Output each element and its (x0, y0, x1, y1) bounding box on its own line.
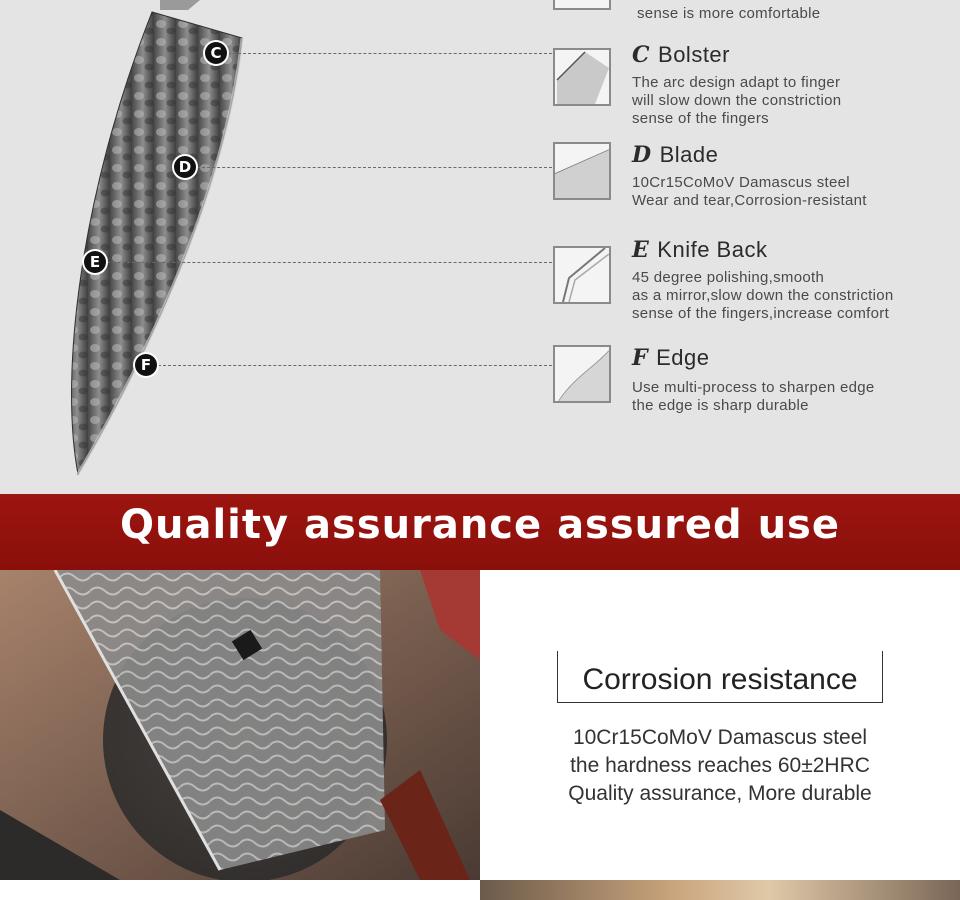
callout-line-e (107, 262, 552, 263)
corrosion-panel (480, 570, 960, 880)
next-photo-partial (480, 880, 960, 900)
feature-desc: 45 degree polishing,smooth (632, 269, 825, 286)
feature-letter: E (632, 237, 650, 263)
quality-banner (0, 494, 960, 570)
marker-e: E (84, 251, 106, 273)
feature-knife-back (632, 237, 952, 323)
callout-line-f (158, 365, 552, 366)
feature-letter: F (632, 345, 649, 371)
corrosion-line: the hardness reaches 60±2HRC (570, 754, 870, 777)
top-thumbnail-partial (553, 0, 611, 10)
bolster-thumbnail (553, 48, 611, 106)
knife-photo-illustration (0, 570, 480, 880)
feature-title: Edge (656, 345, 710, 370)
corrosion-description (480, 724, 960, 808)
edge-thumbnail (553, 345, 611, 403)
feature-desc: Wear and tear,Corrosion-resistant (632, 192, 867, 209)
callout-line-d (197, 167, 552, 168)
blade-thumbnail (553, 142, 611, 200)
feature-letter: C (632, 42, 651, 68)
feature-desc: sense of the fingers,increase comfort (632, 305, 890, 322)
knife-blade-illustration (0, 0, 560, 494)
feature-desc: will slow down the constriction (632, 92, 842, 109)
corrosion-line: 10Cr15CoMoV Damascus steel (572, 726, 868, 749)
feature-title: Blade (659, 142, 719, 167)
knife-back-thumbnail (553, 246, 611, 304)
feature-blade (632, 142, 952, 210)
marker-d: D (174, 156, 196, 178)
corrosion-line: Quality assurance, More durable (568, 782, 872, 805)
feature-title: Knife Back (657, 237, 768, 262)
corrosion-title: Corrosion resistance (557, 651, 883, 703)
feature-edge (632, 345, 952, 415)
marker-c: C (205, 42, 227, 64)
feature-desc: Use multi-process to sharpen edge (632, 379, 875, 396)
feature-title: Bolster (658, 42, 730, 67)
feature-desc: as a mirror,slow down the constriction (632, 287, 894, 304)
knife-photo (0, 570, 480, 880)
feature-desc: sense of the fingers (632, 110, 769, 127)
feature-desc: The arc design adapt to finger (632, 74, 841, 91)
top-fragment-text: sense is more comfortable (637, 5, 821, 22)
feature-letter: D (632, 142, 652, 168)
banner-title: Quality assurance assured use (120, 502, 840, 548)
callout-line-c (228, 53, 552, 54)
feature-bolster (632, 42, 952, 128)
marker-f: F (135, 354, 157, 376)
feature-desc: 10Cr15CoMoV Damascus steel (632, 174, 850, 191)
feature-desc: the edge is sharp durable (632, 397, 809, 414)
